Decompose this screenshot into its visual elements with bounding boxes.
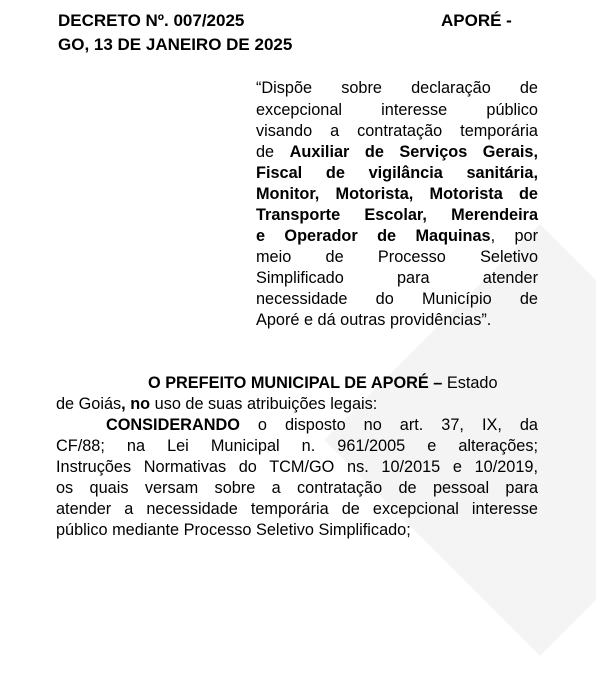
decree-date: GO, 13 DE JANEIRO DE 2025: [58, 35, 293, 54]
ementa-line: excepcional interesse público: [256, 101, 538, 119]
ementa-line: e Operador de Maquinas, por: [256, 227, 538, 245]
ementa-line: Transporte Escolar, Merendeira: [256, 206, 538, 224]
decree-number: DECRETO Nº. 007/2025: [58, 11, 245, 30]
ementa-line: Simplificado para atender: [256, 269, 538, 287]
considerando-line: atender a necessidade temporária de excepcional interesse: [56, 500, 538, 518]
preamble-line: O PREFEITO MUNICIPAL DE APORÉ – Estado: [148, 374, 498, 392]
considerando-line: os quais versam sobre a contratação de pessoal para: [56, 479, 538, 497]
considerando-line: Instruções Normativas do TCM/GO ns. 10/2015 e 10/2019,: [56, 458, 538, 476]
ementa-line: necessidade do Município de: [256, 290, 538, 308]
ementa-line: meio de Processo Seletivo: [256, 248, 538, 266]
considerando-line: público mediante Processo Seletivo Simplificado;: [56, 521, 411, 539]
decree-city: APORÉ -: [441, 11, 512, 30]
preamble-line: de Goiás, no uso de suas atribuições legais:: [56, 395, 378, 413]
ementa-line: Fiscal de vigilância sanitária,: [256, 164, 538, 182]
ementa-line: “Dispõe sobre declaração de: [256, 79, 538, 97]
considerando-line: CONSIDERANDO o disposto no art. 37, IX, da: [106, 416, 538, 434]
ementa-line: de Auxiliar de Serviços Gerais,: [256, 143, 539, 161]
considerando-line: CF/88; na Lei Municipal n. 961/2005 e alterações;: [56, 437, 538, 455]
ementa-line: Monitor, Motorista, Motorista de: [256, 185, 538, 203]
ementa-line: Aporé e dá outras providências”.: [256, 311, 492, 329]
ementa-line: visando a contratação temporária: [256, 122, 538, 140]
